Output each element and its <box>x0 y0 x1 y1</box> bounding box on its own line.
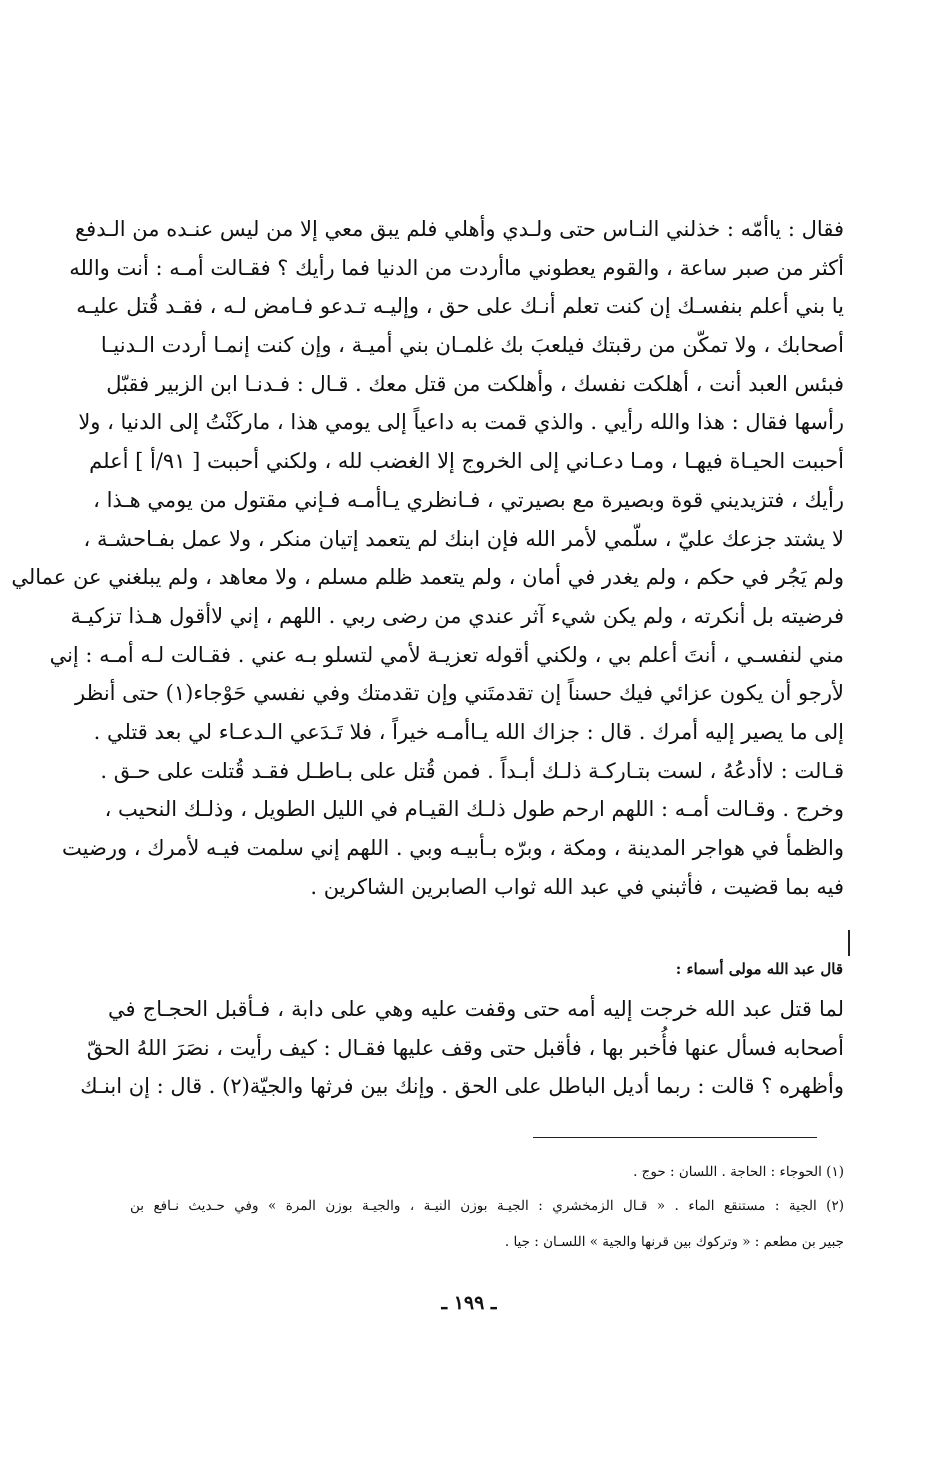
section-heading: قال عبد الله مولى أسماء : <box>675 960 843 978</box>
text-line: مني لنفسـي ، أنتَ أعلم بي ، ولكني أقوله تعزيـة لأمي لتسلو بـه عني . فقـالت لـه أمـه : إني <box>49 642 844 667</box>
text-line: لأرجو أن يكون عزائي فيك حسناً إن تقدمتَني وإن تقدمتك وفي نفسي حَوْجاء(١) حتى أنظر <box>75 681 844 706</box>
text-line: فقال : ياأمّه : خذلني النـاس حتى ولـدي وأهلي فلم يبق معي إلا من ليس عنـده من الـدفع <box>74 217 844 241</box>
text-line: لما قتل عبد الله خرجت إليه أمه حتى وقفت عليه وهي على دابة ، فـأقبل الحجـاج في <box>108 997 844 1021</box>
text-line: وأظهره ؟ قالت : ربما أديل الباطل على الحق . وإنك بين فرثها والجيّة(٢) . قال : إن ابنـك <box>80 1074 844 1099</box>
text-line: رأيك ، فتزيديني قوة وبصيرة مع بصيرتي ، فـانظري يـاأمـه فـإني مقتول من يومي هـذا ، <box>93 487 844 512</box>
margin-mark <box>848 930 850 956</box>
text-line: أحببت الحيـاة فيهـا ، ومـا دعـاني إلى الخروج إلا الغضب لله ، ولكني أحببت [ ٩١/أ ] أعلم <box>89 449 844 474</box>
text-line: ولم يَجُر في حكم ، ولم يغدر في أمان ، ولم يتعمد ظلم مسلم ، ولا معاهد ، ولم يبلغني عن عمالي <box>11 565 844 590</box>
page-number: ـ ١٩٩ ـ <box>441 1292 497 1314</box>
text-line: فيه بما قضيت ، فأثبني في عبد الله ثواب الصابرين الشاكرين . <box>310 874 844 899</box>
text-line: أصحابه فسأل عنها فأُخبر بها ، فأقبل حتى وقف عليها فقـال : كيف رأيت ، نصَرَ اللهُ الحقّ <box>86 1035 844 1060</box>
text-line: قـالت : لاأدعُهُ ، لست بتـاركـة ذلـك أبـداً . فمن قُتل على بـاطـل فقـد قُتلت على حـق . <box>100 758 844 783</box>
footnote-separator <box>533 1137 817 1138</box>
text-line: رأسها فقال : هذا والله رأيي . والذي قمت به داعياً إلى يومي هذا ، ماركَنْتُ إلى الدنيا ، ولا <box>78 410 844 435</box>
main-text-block <box>11 210 844 906</box>
text-line: وخرج . وقـالت أمـه : اللهم ارحم طول ذلـك القيـام في الليل الطويل ، وذلـك النحيب ، <box>104 797 844 822</box>
text-line: إلى ما يصير إليه أمرك . قال : جزاك الله يـاأمـه خيراً ، فلا تَـدَعي الـدعـاء لي بعد قتلي . <box>93 719 844 744</box>
section-text-block <box>80 990 844 1106</box>
footnote-2-line-1: (٢) الجية : مستنقع الماء . « قـال الزمخشري : الجيـة بوزن النيـة ، والجيـة بوزن المرة » وفي حـديث نـافع بن <box>130 1198 844 1214</box>
text-line: يا بني أعلم بنفسـك إن كنت تعلم أنـك على حق ، وإليـه تـدعو فـامض لـه ، فقـد قُتل عليـه <box>76 294 844 319</box>
text-line: والظمأ في هواجر المدينة ، ومكة ، وبرّه بـأبيـه وبي . اللهم إني سلمت فيـه لأمرك ، ورضيت <box>62 836 844 860</box>
text-line: أكثر من صبر ساعة ، والقوم يعطوني ماأردت من الدنيا فما رأيك ؟ فقـالت أمـه : أنت والله <box>69 255 844 280</box>
footnote-1: (١) الحوجاء : الحاجة . اللسان : حوج . <box>633 1164 844 1180</box>
text-line: فرضيته بل أنكرته ، ولم يكن شيء آثر عندي من رضى ربي . اللهم ، إني لاأقول هـذا تزكيـة <box>70 603 844 628</box>
text-line: فبئس العبد أنت ، أهلكت نفسك ، وأهلكت من قتل معك . قـال : فـدنـا ابن الزبير فقبّل <box>106 371 844 396</box>
footnote-2-line-2: جبير بن مطعم : « وتركوك بين قرنها والجية » اللسـان : جيا . <box>504 1234 844 1250</box>
text-line: أصحابك ، ولا تمكّن من رقبتك فيلعبَ بك غلمـان بني أميـة ، وإن كنت إنمـا أردت الـدنيـا <box>100 333 844 358</box>
text-line: لا يشتد جزعك عليّ ، سلّمي لأمر الله فإن ابنك لم يتعمد إتيان منكر ، ولا عمل بفـاحشـة ، <box>83 526 844 551</box>
